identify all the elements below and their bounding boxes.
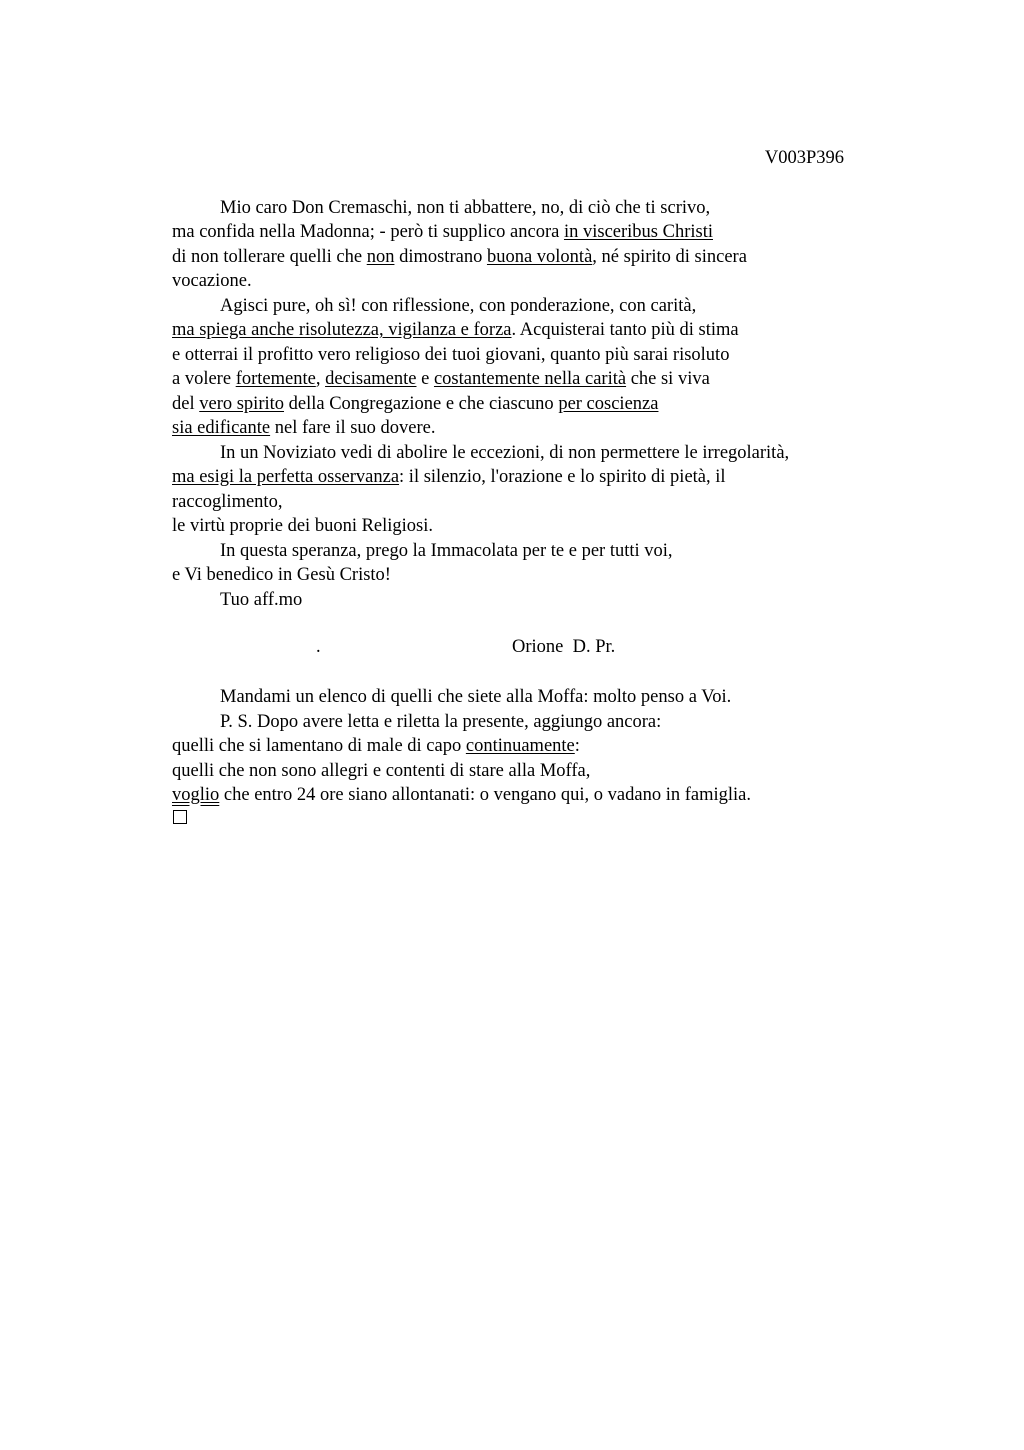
text-segment: e Vi benedico in Gesù Cristo! [172,565,391,585]
body-line [172,514,433,538]
text-segment: di non tollerare quelli che [172,247,367,267]
body-line [172,490,282,514]
text-segment: della Congregazione e che ciascuno [284,394,559,414]
text-segment: del [172,394,200,414]
body-line [220,441,789,465]
underlined-text: voglio [172,785,220,805]
body-line [220,196,710,220]
body-line [172,343,729,367]
underlined-text: buona volontà [486,247,593,267]
underlined-text: ma spiega anche risolutezza, vigilanza e forza [172,320,512,340]
body-line [172,563,391,587]
signature-dot: . [316,637,321,657]
text-segment: , né spirito di sincera [592,247,747,267]
body-line [220,588,302,612]
text-segment: e otterrai il profitto vero religioso dei tuoi giovani, quanto più sarai risoluto [172,345,730,365]
text-segment: . Acquisterai tanto più di stima [511,320,739,340]
body-line [172,318,739,342]
underlined-text: costantemente nella carità [433,369,627,389]
signature-name: Orione D. Pr. [512,637,616,657]
text-segment: dimostrano [394,247,487,267]
body-line [172,220,713,244]
postscript-line [172,783,751,807]
checkbox-square-icon [173,810,187,824]
body-line [172,367,710,391]
postscript-line [172,759,590,783]
text-segment: raccoglimento, [172,492,283,512]
text-segment: a volere [172,369,236,389]
text-segment: Mandami un elenco di quelli che siete alla Moffa: molto penso a Voi. [220,687,732,707]
underlined-text: in visceribus Christi [563,222,713,242]
text-segment: nel fare il suo dovere. [270,418,436,438]
underlined-text: continuamente [465,736,575,756]
body-line [220,294,696,318]
page-identifier: V003P396 [764,148,844,168]
text-segment: quelli che non sono allegri e contenti di stare alla Moffa, [172,761,591,781]
postscript-line [172,734,580,758]
text-segment: quelli che si lamentano di male di capo [172,736,466,756]
underlined-text: decisamente [325,369,417,389]
text-segment: che si viva [626,369,710,389]
body-line [172,245,747,269]
text-segment: Agisci pure, oh sì! con riflessione, con ponderazione, con carità, [220,296,697,316]
text-segment: In questa speranza, prego la Immacolata per te e per tutti voi, [220,541,673,561]
underlined-text: fortemente [235,369,316,389]
text-segment: In un Noviziato vedi di abolire le eccezioni, di non permettere le irregolarità, [220,443,790,463]
underlined-text: non [366,247,395,267]
text-segment: P. S. Dopo avere letta e riletta la presente, aggiungo ancora: [220,712,662,732]
body-line [172,416,436,440]
text-segment: che entro 24 ore siano allontanati: o vengano qui, o vadano in famiglia. [219,785,752,805]
postscript-line [220,685,731,709]
underlined-text: vero spirito [199,394,285,414]
body-line [172,465,726,489]
text-segment: , [315,369,326,389]
postscript-line [220,710,661,734]
body-line [172,269,252,293]
body-line [220,539,673,563]
text-segment: e [416,369,434,389]
text-segment: : il silenzio, l'orazione e lo spirito di pietà, il [399,467,726,487]
text-segment: ma confida nella Madonna; - però ti supplico ancora [172,222,564,242]
text-segment: : [574,736,580,756]
text-segment: vocazione. [172,271,252,291]
underlined-text: ma esigi la perfetta osservanza [172,467,400,487]
text-segment: le virtù proprie dei buoni Religiosi. [172,516,434,536]
underlined-text: sia edificante [172,418,271,438]
body-line [172,392,658,416]
text-segment: Tuo aff.mo [220,590,303,610]
underlined-text: per coscienza [558,394,659,414]
text-segment: Mio caro Don Cremaschi, non ti abbattere, no, di ciò che ti scrivo, [220,198,711,218]
